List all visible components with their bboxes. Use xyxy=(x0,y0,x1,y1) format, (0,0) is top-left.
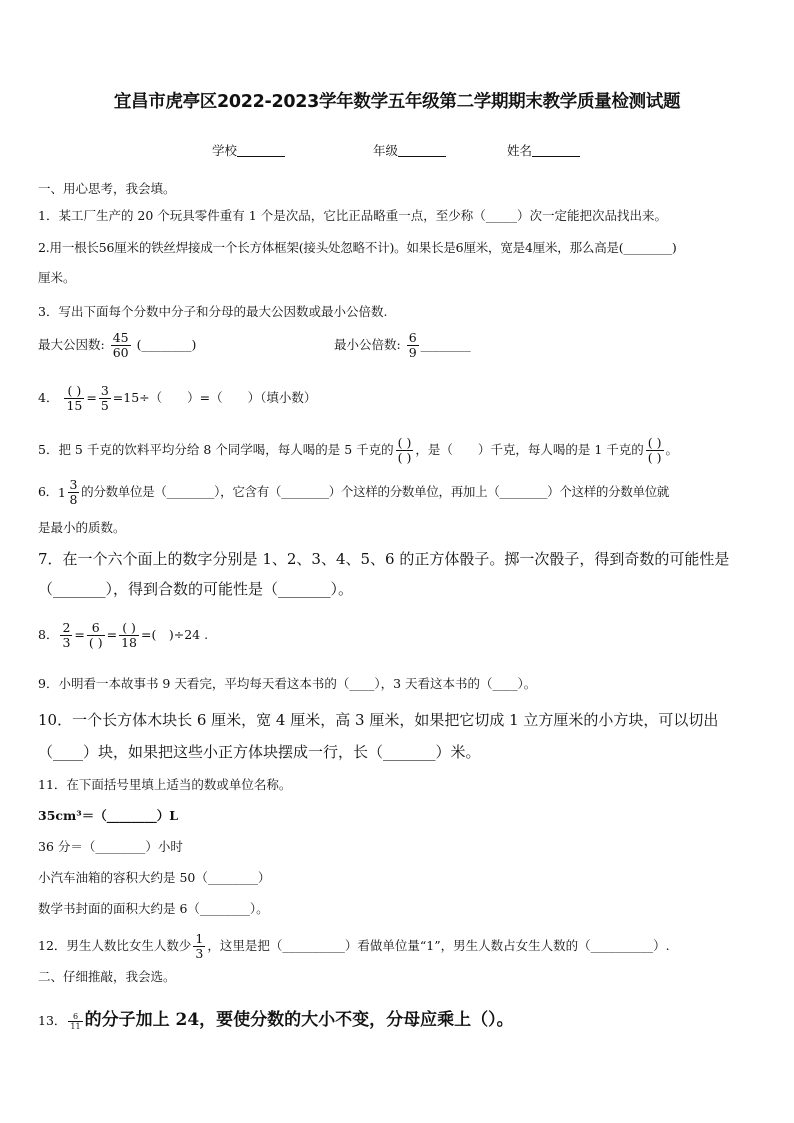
question-11-item-1: 35cm³＝（________）L xyxy=(38,808,178,823)
lcm-label: 最小公倍数: xyxy=(334,337,401,352)
fraction-2-3: $\frac{2}{3}$ xyxy=(62,620,71,650)
school-blank[interactable] xyxy=(237,144,285,157)
school-label: 学校 xyxy=(212,143,238,158)
page-title: 宜昌市虎亭区2022-2023学年数学五年级第二学期期末教学质量检测试题 xyxy=(113,92,681,112)
gcd-blank[interactable]: (________) xyxy=(136,337,197,352)
question-4: 4． $\frac{( )}{15}$ = $\frac{3}{5}$ =15÷（ ）=（ ）（填小数） xyxy=(38,383,317,413)
fraction-6-9: $\frac{6}{9}$ xyxy=(408,330,417,360)
question-1: 1．某工厂生产的 20 个玩具零件重有 1 个是次品，它比正品略重一点，至少称（_____）次一定能把次品找出来。 xyxy=(38,208,667,223)
question-3: 3．写出下面每个分数中分子和分母的最大公因数或最小公倍数. xyxy=(38,304,388,319)
question-5: 5．把 5 千克的饮料平均分给 8 个同学喝，每人喝的是 5 千克的 $\frac{( )}{( )}$ ，是（ ）千克，每人喝的是 1 千克的 $\frac{( )}{( )}$ 。 xyxy=(38,435,679,465)
question-6-line-1: 6． 1 $\frac{3}{8}$ 的分数单位是（________），它含有（________）个这样的分数单位，再加上（________）个这样的分数单位就 xyxy=(38,474,669,511)
fraction-blank-18: $\frac{( )}{18}$ xyxy=(121,620,138,650)
grade-blank[interactable] xyxy=(398,144,446,157)
name-field[interactable] xyxy=(507,141,580,159)
question-12: 12．男生人数比女生人数少 $\frac{1}{3}$ ，这里是把（__________）看做单位量“1”，男生人数占女生人数的（__________）. xyxy=(38,931,670,961)
question-11-item-4: 数学书封面的面积大约是 6（________）。 xyxy=(38,901,269,916)
gcd-label: 最大公因数: xyxy=(38,337,105,352)
question-7-line-2: （_______），得到合数的可能性是（_______）。 xyxy=(38,580,354,598)
mixed-number-1-3-8: 1 $\frac{3}{8}$ xyxy=(57,477,78,507)
question-11: 11．在下面括号里填上适当的数或单位名称。 xyxy=(38,777,292,792)
question-6-line-2: 是最小的质数。 xyxy=(38,520,126,535)
lcm-blank[interactable]: ________ xyxy=(420,337,471,352)
question-8: 8． $\frac{2}{3}$ = $\frac{6}{( )}$ = $\frac{( )}{18}$ =( )÷24 . xyxy=(38,620,209,650)
question-3-gcd xyxy=(38,327,196,363)
fraction-3-5: $\frac{3}{5}$ xyxy=(100,383,109,413)
question-9: 9．小明看一本故事书 9 天看完，平均每天看这本书的（____），3 天看这本书的（____）。 xyxy=(38,676,537,691)
question-11-item-3: 小汽车油箱的容积大约是 50（________） xyxy=(38,870,271,885)
grade-field[interactable] xyxy=(373,141,446,159)
question-2-line-1: 2.用一根长56厘米的铁丝焊接成一个长方体框架(接头处忽略不计)。如果长是6厘米，宽是4厘米，那么高是(________) xyxy=(38,240,677,255)
fraction-blank: $\frac{( )}{( )}$ xyxy=(647,435,662,465)
question-2-line-2: 厘米。 xyxy=(38,270,76,285)
question-11-item-2: 36 分＝（________）小时 xyxy=(38,839,183,854)
fraction-6-11: $\frac{6}{11}$ xyxy=(70,1011,81,1031)
fraction-blank: $\frac{( )}{( )}$ xyxy=(397,435,412,465)
fraction-6-blank: $\frac{6}{( )}$ xyxy=(88,620,103,650)
section-2-heading: 二、仔细推敲，我会选。 xyxy=(38,969,176,984)
question-10-line-1: 10．一个长方体木块长 6 厘米，宽 4 厘米，高 3 厘米，如果把它切成 1 立方厘米的小方块，可以切出 xyxy=(38,711,719,729)
school-field[interactable] xyxy=(212,141,285,159)
fraction-45-60: $\frac{45}{60}$ xyxy=(112,330,129,360)
fraction-1-3: $\frac{1}{3}$ xyxy=(195,931,204,961)
name-blank[interactable] xyxy=(532,144,580,157)
name-label: 姓名 xyxy=(507,143,533,158)
question-3-lcm xyxy=(334,327,471,363)
question-13: 13． $\frac{6}{11}$ 的分子加上 24，要使分数的大小不变，分母应乘上（）。 xyxy=(38,1010,514,1031)
grade-label: 年级 xyxy=(373,143,399,158)
fraction-blank-15: $\frac{( )}{15}$ xyxy=(66,383,83,413)
question-10-line-2: （____）块，如果把这些小正方体块摆成一行，长（_______）米。 xyxy=(38,743,481,761)
section-1-heading: 一、用心思考，我会填。 xyxy=(38,181,176,196)
question-7-line-1: 7．在一个六个面上的数字分别是 1、2、3、4、5、6 的正方体骰子。掷一次骰子，得到奇数的可能性是 xyxy=(38,550,730,568)
